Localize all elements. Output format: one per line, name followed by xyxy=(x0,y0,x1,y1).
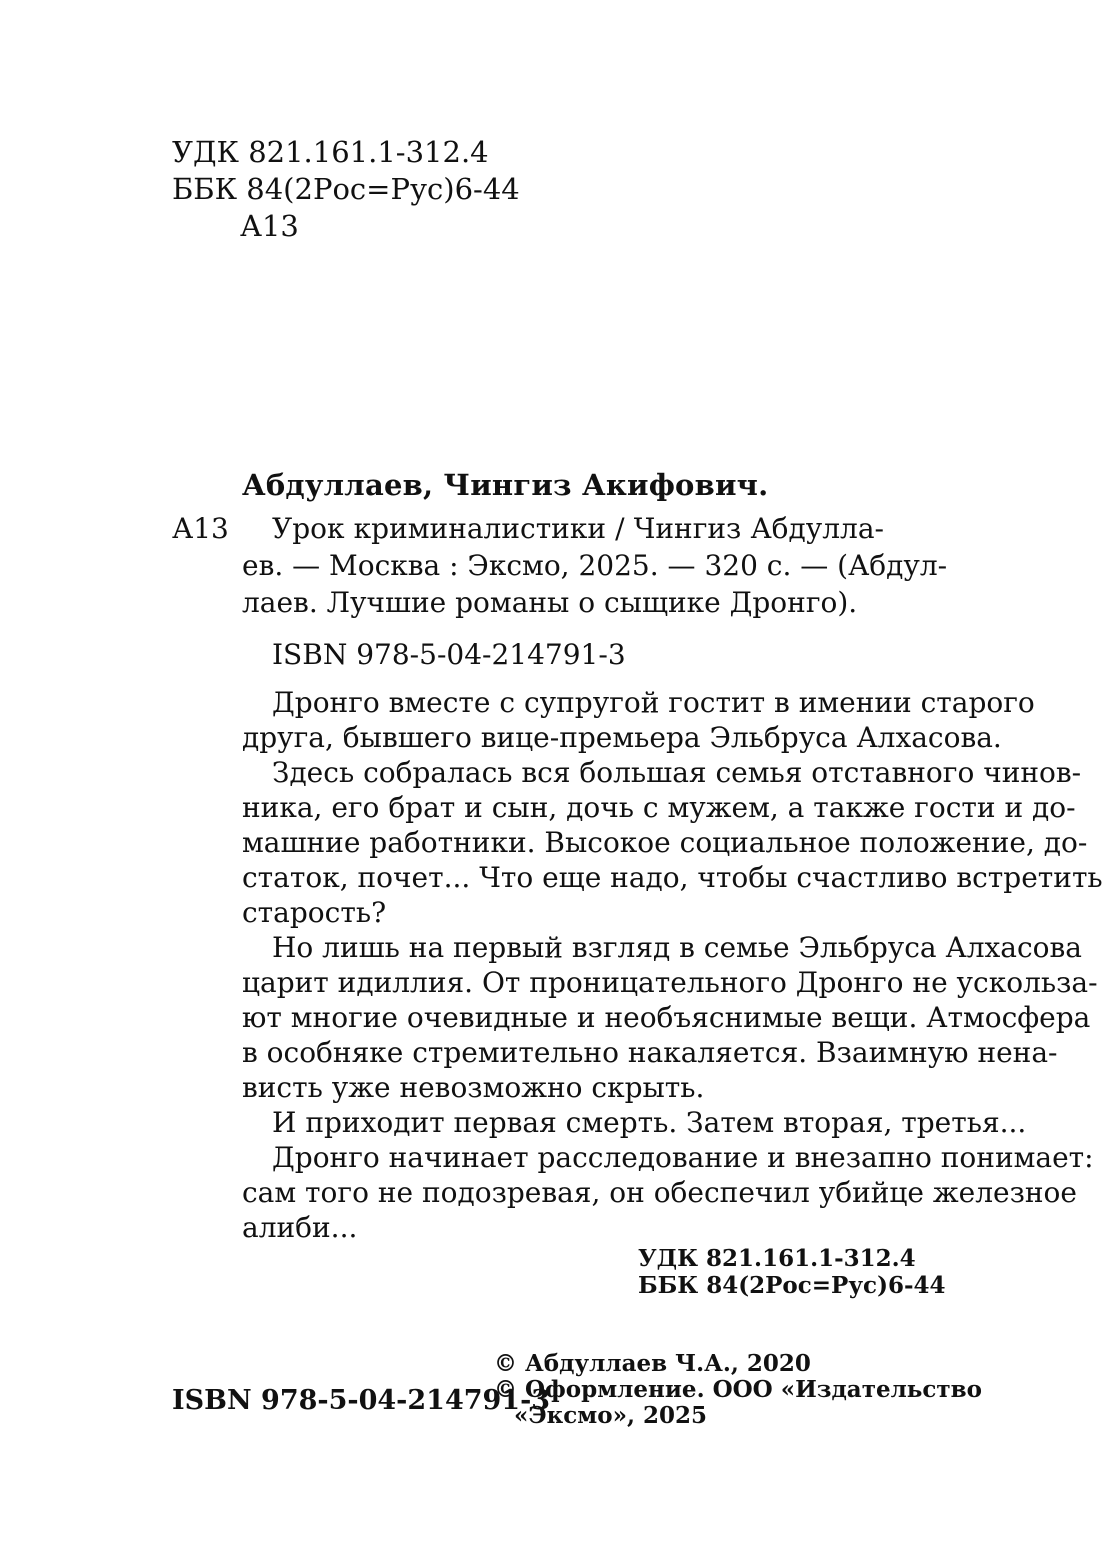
annotation-line: алиби... xyxy=(242,1211,358,1244)
record-isbn: ISBN 978-5-04-214791-3 xyxy=(272,638,626,671)
annotation-line: ют многие очевидные и необъяснимые вещи. Атмосфера xyxy=(242,1001,1091,1034)
author-code-top: А13 xyxy=(240,209,299,243)
bbk-bottom: ББК 84(2Рос=Рус)6-44 xyxy=(638,1272,946,1299)
author-heading: Абдуллаев, Чингиз Акифович. xyxy=(242,468,769,502)
annotation-line: друга, бывшего вице-премьера Эльбруса Алхасова. xyxy=(242,721,1002,754)
annotation-line: старость? xyxy=(242,896,387,929)
annotation-line: Дронго начинает расследование и внезапно понимает: xyxy=(272,1141,1094,1174)
annotation-line: в особняке стремительно накаляется. Взаимную нена- xyxy=(242,1036,1058,1069)
record-line-1: Урок криминалистики / Чингиз Абдулла- xyxy=(272,512,884,545)
author-code: А13 xyxy=(172,512,229,545)
record-line-2: ев. — Москва : Эксмо, 2025. — 320 с. — (Абдул- xyxy=(242,549,948,582)
annotation-line: статок, почет... Что еще надо, чтобы счастливо встретить xyxy=(242,861,1103,894)
annotation-line: Дронго вместе с супругой гостит в имении старого xyxy=(272,686,1035,719)
copyright-design-line-2: «Эксмо», 2025 xyxy=(514,1402,708,1429)
annotation-line: Здесь собралась вся большая семья отставного чинов- xyxy=(272,756,1082,789)
annotation-line: Но лишь на первый взгляд в семье Эльбруса Алхасова xyxy=(272,931,1082,964)
udk-bottom: УДК 821.161.1-312.4 xyxy=(638,1245,916,1272)
bbk-top: ББК 84(2Рос=Рус)6-44 xyxy=(172,172,520,206)
record-line-3: лаев. Лучшие романы о сыщике Дронго). xyxy=(242,586,858,619)
copyright-author: © Абдуллаев Ч.А., 2020 xyxy=(494,1350,811,1377)
annotation-line: ника, его брат и сын, дочь с мужем, а также гости и до- xyxy=(242,791,1076,824)
isbn-footer: ISBN 978-5-04-214791-3 xyxy=(172,1385,551,1416)
annotation-line: висть уже невозможно скрыть. xyxy=(242,1071,705,1104)
annotation-line: машние работники. Высокое социальное положение, до- xyxy=(242,826,1088,859)
copyright-design-line-1: © Оформление. ООО «Издательство xyxy=(494,1376,982,1403)
annotation-line: И приходит первая смерть. Затем вторая, третья... xyxy=(272,1106,1027,1139)
annotation-line: сам того не подозревая, он обеспечил убийце железное xyxy=(242,1176,1077,1209)
udk-top: УДК 821.161.1-312.4 xyxy=(172,135,489,169)
annotation-line: царит идиллия. От проницательного Дронго не ускольза- xyxy=(242,966,1098,999)
